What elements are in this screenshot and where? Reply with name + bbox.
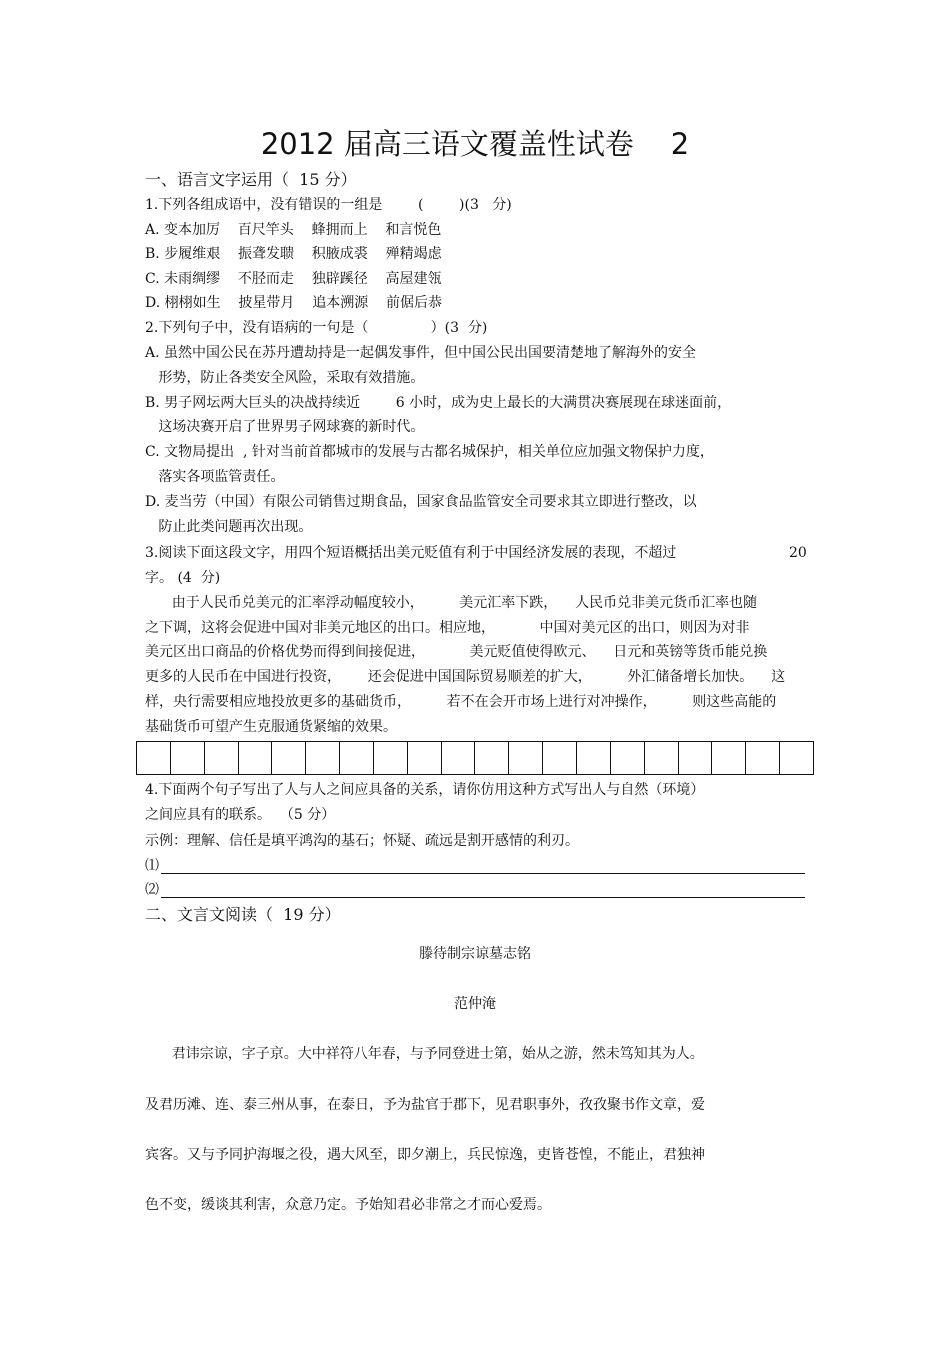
grid-cell[interactable]: [306, 742, 340, 774]
grid-cell[interactable]: [509, 742, 543, 774]
grid-cell[interactable]: [746, 742, 780, 774]
q2-line: C. 文物局提出 , 针对当前首都城市的发展与古都名城保护，相关单位应加强文物保护力度，: [145, 444, 714, 460]
q3-passage-line: 美元区出口商品的价格优势而得到间接促进， 美元贬值使得欧元、 日元和英镑等货币能兑换: [145, 644, 768, 660]
q2-line: 防止此类问题再次出现。: [145, 519, 313, 535]
grid-cell[interactable]: [475, 742, 509, 774]
q3-stem: 3.阅读下面这段文字，用四个短语概括出美元贬值有利于中国经济发展的表现，不超过: [145, 545, 677, 561]
q1-option-b: B. 步履维艰 振聋发聩 积腋成裘 殚精竭虑: [145, 246, 442, 262]
q2-stem: 2.下列句子中，没有语病的一句是（ ）(3 分): [145, 320, 488, 336]
q2-line: A. 虽然中国公民在苏丹遭劫持是一起偶发事件，但中国公民出国要清楚地了解海外的安全: [145, 345, 697, 361]
q2-line: 形势，防止各类安全风险，采取有效措施。: [145, 370, 425, 386]
q4-blank-label: ⑴: [145, 858, 159, 874]
q4-answer-line-1[interactable]: [161, 873, 805, 874]
grid-cell[interactable]: [272, 742, 306, 774]
q3-passage-line: 之下调，这将会促进中国对非美元地区的出口。相应地， 中国对美元区的出口，则因为对非: [145, 620, 750, 636]
q2-line: B. 男子网坛两大巨头的决战持续近 6 小时，成为史上最长的大满贯决赛展现在球迷面前，: [145, 395, 732, 411]
q4-blank-label: ⑵: [145, 882, 159, 898]
q2-line: 落实各项监管责任。: [145, 469, 285, 485]
grid-cell[interactable]: [205, 742, 239, 774]
q3-stem-cont: 字。 (4 分): [145, 570, 221, 586]
grid-cell[interactable]: [645, 742, 679, 774]
q1-stem: 1.下列各组成语中，没有错误的一组是 ( )(3 分): [145, 197, 512, 213]
q3-word-limit: 20: [789, 545, 807, 561]
article-paragraph-line: 及君历滩、连、泰三州从事，在泰日，予为盐官于郡下，见君职事外，孜孜聚书作文章，爱: [145, 1097, 705, 1113]
q4-stem-cont: 之间应具有的联系。 （5 分）: [145, 807, 336, 823]
q3-passage-line: 基础货币可望产生克服通货紧缩的效果。: [145, 719, 397, 735]
q3-passage-line: 样，央行需要相应地投放更多的基础货币， 若不在会开市场上进行对冲操作， 则这些高能的: [145, 694, 777, 710]
section2-heading: 二、文言文阅读（ 19 分）: [145, 905, 341, 924]
article-title: 滕待制宗谅墓志铭: [419, 946, 531, 962]
grid-cell[interactable]: [442, 742, 476, 774]
grid-cell[interactable]: [171, 742, 205, 774]
grid-cell[interactable]: [239, 742, 273, 774]
q2-line: D. 麦当劳（中国）有限公司销售过期食品，国家食品监管安全司要求其立即进行整改，以: [145, 494, 697, 510]
q4-answer-line-2[interactable]: [161, 897, 805, 898]
article-paragraph-line: 宾客。又与予同护海堰之役，遇大风至，即夕潮上，兵民惊逸，吏皆苍惶，不能止，君独神: [145, 1147, 705, 1163]
q1-option-a: A. 变本加厉 百尺竿头 蜂拥而上 和言悦色: [145, 222, 442, 238]
answer-grid[interactable]: [136, 741, 814, 775]
article-paragraph-line: 色不变，缓谈其利害，众意乃定。予始知君必非常之才而心爱焉。: [145, 1197, 551, 1213]
section1-heading: 一、语言文字运用（ 15 分）: [145, 170, 357, 189]
q2-line: 这场决赛开启了世界男子网球赛的新时代。: [145, 419, 425, 435]
q1-option-d: D. 栩栩如生 披星带月 追本溯源 前倨后恭: [145, 295, 443, 311]
grid-cell[interactable]: [577, 742, 611, 774]
grid-cell[interactable]: [712, 742, 746, 774]
grid-cell[interactable]: [543, 742, 577, 774]
grid-cell[interactable]: [611, 742, 645, 774]
q1-option-c: C. 未雨绸缪 不胫而走 独辟蹊径 高屋建瓴: [145, 271, 442, 287]
grid-cell[interactable]: [374, 742, 408, 774]
article-author: 范仲淹: [454, 996, 496, 1012]
grid-cell[interactable]: [679, 742, 713, 774]
article-paragraph-line: 君讳宗谅，字子京。大中祥符八年春，与予同登进士第，始从之游，然未笃知其为人。: [145, 1046, 704, 1062]
grid-cell[interactable]: [408, 742, 442, 774]
grid-cell[interactable]: [137, 742, 171, 774]
q4-stem: 4.下面两个句子写出了人与人之间应具备的关系，请你仿用这种方式写出人与自然（环境）: [145, 782, 705, 798]
q3-passage-line: 由于人民币兑美元的汇率浮动幅度较小， 美元汇率下跌， 人民币兑非美元货币汇率也随: [145, 595, 758, 611]
grid-cell[interactable]: [780, 742, 813, 774]
page-title: 2012 届高三语文覆盖性试卷 2: [260, 127, 690, 161]
q3-passage-line: 更多的人民币在中国进行投资， 还会促进中国国际贸易顺差的扩大， 外汇储备增长加快。 这: [145, 669, 786, 685]
q4-example: 示例：理解、信任是填平鸿沟的基石；怀疑、疏远是割开感情的利刃。: [145, 833, 579, 849]
grid-cell[interactable]: [340, 742, 374, 774]
